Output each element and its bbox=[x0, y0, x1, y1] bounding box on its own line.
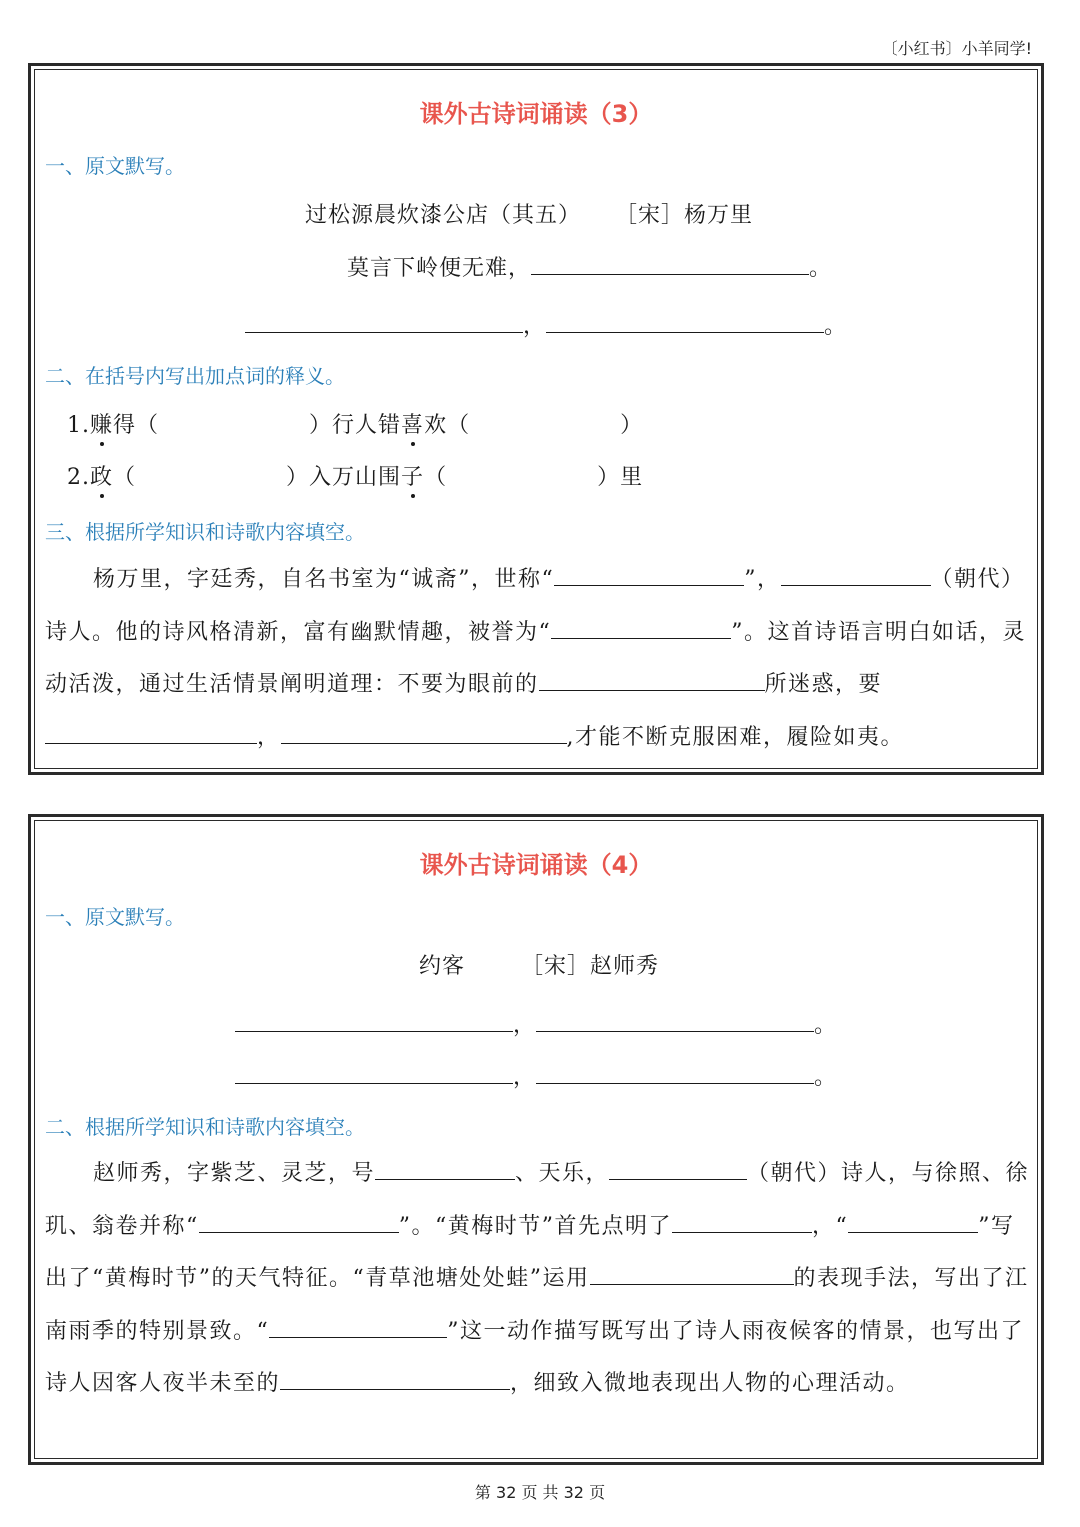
para-text: （朝代）诗人。他的诗风格清新，富有幽默情趣，被誉为“ bbox=[45, 567, 1025, 645]
card-title: 课外古诗词诵读（3） bbox=[419, 100, 653, 128]
question-text: ）里 bbox=[597, 465, 644, 490]
punct: 。 bbox=[814, 1013, 838, 1038]
question-number: 1. bbox=[67, 413, 90, 438]
section-heading-2: 二、根据所学知识和诗歌内容填空。 bbox=[45, 1115, 365, 1139]
exercise-card-4 bbox=[28, 814, 1044, 1465]
poem-line-2 bbox=[245, 308, 847, 340]
dotted-word: 赚 bbox=[90, 408, 113, 439]
answer-blank[interactable] bbox=[590, 1262, 794, 1285]
question-text: ）行人错 bbox=[309, 413, 402, 438]
para-text: ，“ bbox=[812, 1213, 849, 1239]
poem-author: ［宋］杨万里 bbox=[615, 203, 754, 228]
poem-line-2 bbox=[235, 1059, 837, 1091]
para-text: 赵师秀，字紫芝、灵芝，号 bbox=[93, 1161, 376, 1186]
para-text: 所迷惑，要 bbox=[764, 672, 883, 697]
dotted-word: 子 bbox=[401, 460, 424, 491]
poem-heading bbox=[305, 198, 753, 229]
answer-blank[interactable] bbox=[375, 1157, 515, 1180]
answer-blank[interactable] bbox=[554, 563, 744, 586]
answer-blank[interactable] bbox=[199, 1210, 399, 1233]
poem-line-text: 莫言下岭便无难， bbox=[347, 256, 532, 281]
para-text: ,才能不断克服困难，履险如夷。 bbox=[566, 724, 905, 750]
page-footer: 第 32 页 共 32 页 bbox=[474, 1483, 606, 1502]
answer-blank[interactable] bbox=[531, 250, 809, 275]
fill-paragraph bbox=[45, 554, 1035, 764]
exercise-card-3 bbox=[28, 63, 1044, 775]
poem-title: 过松源晨炊漆公店（其五） bbox=[305, 203, 582, 228]
answer-blank[interactable] bbox=[781, 563, 931, 586]
answer-blank[interactable] bbox=[539, 668, 765, 691]
poem-line-1 bbox=[347, 250, 832, 282]
para-text: ”， bbox=[744, 567, 781, 592]
para-text: 、天乐， bbox=[515, 1161, 610, 1186]
dotted-word: 政 bbox=[90, 460, 113, 491]
section-heading-3: 三、根据所学知识和诗歌内容填空。 bbox=[45, 520, 365, 544]
poem-line-1 bbox=[235, 1007, 837, 1039]
section-heading-2: 二、在括号内写出加点词的释义。 bbox=[45, 364, 345, 388]
answer-blank[interactable] bbox=[269, 1315, 447, 1338]
answer-blank[interactable] bbox=[551, 616, 731, 639]
para-text: 的表现手法，写出了江南雨季的特别景致。“ bbox=[45, 1266, 1029, 1344]
question-text: ）入万山围 bbox=[286, 465, 402, 490]
punct: 。 bbox=[814, 1065, 838, 1090]
answer-blank[interactable] bbox=[848, 1210, 978, 1233]
answer-blank[interactable] bbox=[235, 1059, 513, 1084]
dotted-word: 喜 bbox=[401, 408, 424, 439]
section-heading-1: 一、原文默写。 bbox=[45, 905, 185, 929]
question-text: 欢 bbox=[424, 413, 448, 438]
para-text: ”这一动作描写既写出了诗人雨夜候客的情景，也写出了诗人因客人夜半未至的 bbox=[45, 1318, 1024, 1396]
poem-heading bbox=[419, 949, 659, 980]
fill-paragraph bbox=[45, 1148, 1035, 1411]
answer-blank[interactable] bbox=[672, 1210, 812, 1233]
punct: 。 bbox=[824, 314, 848, 339]
para-text: ”写出了“黄梅时节”的天气特征。“青草池塘处处蛙”运用 bbox=[45, 1213, 1015, 1291]
poem-author: ［宋］赵师秀 bbox=[521, 954, 660, 979]
para-text: ， bbox=[257, 724, 281, 750]
section-heading-1: 一、原文默写。 bbox=[45, 154, 185, 178]
answer-blank[interactable] bbox=[281, 721, 567, 744]
answer-blank[interactable] bbox=[609, 1157, 747, 1180]
punct: ， bbox=[513, 1065, 537, 1090]
para-text: （朝代）诗人，与徐照、徐玑、翁卷并称“ bbox=[45, 1161, 1030, 1239]
question-text: ） bbox=[620, 413, 644, 438]
punct: 。 bbox=[809, 256, 833, 281]
answer-blank[interactable] bbox=[536, 1007, 814, 1032]
answer-blank[interactable] bbox=[235, 1007, 513, 1032]
punct: ， bbox=[513, 1013, 537, 1038]
header-note: 〔小红书〕小羊同学! bbox=[881, 39, 1032, 58]
para-text: ”。“黄梅时节”首先点明了 bbox=[398, 1213, 672, 1239]
para-text: ”。这首诗语言明白如话，灵动活泼，通过生活情景阐明道理：不要为眼前的 bbox=[45, 619, 1026, 697]
punct: ， bbox=[523, 314, 547, 339]
question-1 bbox=[67, 408, 643, 439]
answer-blank[interactable] bbox=[546, 308, 824, 333]
answer-blank[interactable] bbox=[245, 308, 523, 333]
answer-blank[interactable] bbox=[280, 1367, 510, 1390]
question-text: （ bbox=[424, 465, 448, 490]
para-text: 杨万里，字廷秀，自名书室为“诚斋”，世称“ bbox=[93, 567, 555, 592]
question-text: 得（ bbox=[113, 413, 160, 438]
poem-title: 约客 bbox=[419, 954, 466, 979]
question-number: 2. bbox=[67, 465, 90, 490]
para-text: ，细致入微地表现出人物的心理活动。 bbox=[510, 1371, 910, 1396]
answer-blank[interactable] bbox=[536, 1059, 814, 1084]
question-text: （ bbox=[113, 465, 137, 490]
card-title: 课外古诗词诵读（4） bbox=[419, 851, 653, 879]
answer-blank[interactable] bbox=[45, 721, 257, 744]
question-2 bbox=[67, 460, 643, 491]
question-text: （ bbox=[447, 413, 471, 438]
